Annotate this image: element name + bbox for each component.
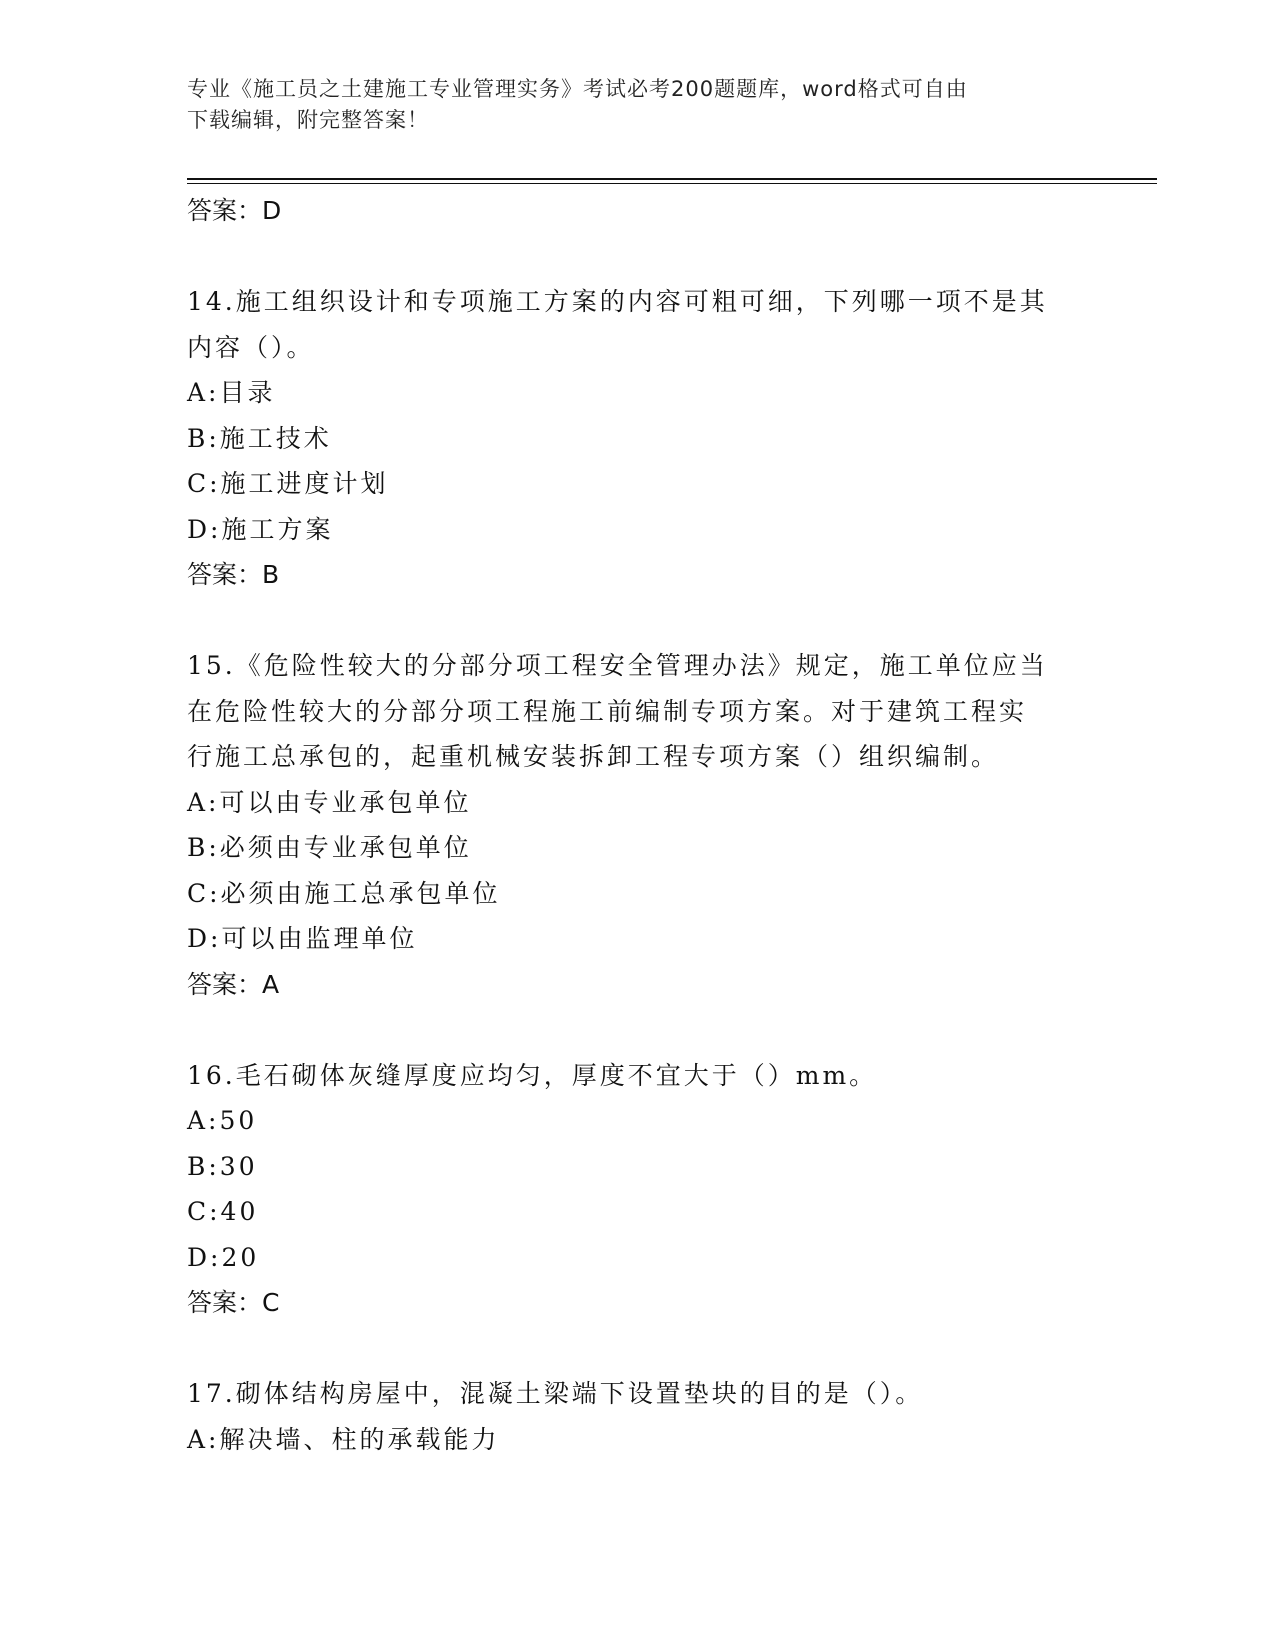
answer-line: 答案：B [187, 560, 280, 589]
spacer [187, 1007, 1087, 1053]
option-c: C:必须由施工总承包单位 [187, 878, 501, 908]
option-b: B:必须由专业承包单位 [187, 833, 472, 862]
option-d: D:施工方案 [187, 514, 334, 544]
option-d: D:20 [187, 1242, 260, 1272]
option-d: D:可以由监理单位 [187, 924, 418, 953]
option-c: C:施工进度计划 [187, 469, 389, 498]
header-divider-thick [187, 178, 1157, 180]
header-line-1: 专业《施工员之土建施工专业管理实务》考试必考200题题库，word格式可自由 [187, 77, 968, 101]
answer-line: 答案：C [187, 1288, 280, 1317]
question-text: 16.毛石砌体灰缝厚度应均匀，厚度不宜大于（）mm。 [187, 1060, 878, 1090]
question-text: 15.《危险性较大的分部分项工程安全管理办法》规定，施工单位应当 [187, 651, 1048, 680]
question-17 [187, 1371, 1087, 1462]
option-a: A:解决墙、柱的承载能力 [187, 1424, 500, 1454]
spacer [187, 1325, 1087, 1371]
header-divider-thin [187, 183, 1157, 184]
question-text: 内容（）。 [187, 332, 315, 362]
option-b: B:施工技术 [187, 423, 332, 453]
question-text: 行施工总承包的，起重机械安装拆卸工程专项方案（）组织编制。 [187, 742, 1000, 771]
option-c: C:40 [187, 1197, 259, 1226]
question-14 [187, 279, 1087, 597]
question-text: 14.施工组织设计和专项施工方案的内容可粗可细，下列哪一项不是其 [187, 287, 1048, 316]
question-16 [187, 1053, 1087, 1326]
spacer [187, 233, 1087, 279]
question-list [187, 188, 1087, 1462]
option-b: B:30 [187, 1151, 258, 1181]
header-line-2: 下载编辑，附完整答案！ [187, 108, 429, 132]
document-header [187, 74, 1067, 136]
answer-line: 答案：D [187, 196, 282, 225]
question-15 [187, 643, 1087, 1007]
option-a: A:目录 [187, 378, 276, 407]
question-text: 17.砌体结构房屋中，混凝土梁端下设置垫块的目的是（）。 [187, 1379, 924, 1408]
option-a: A:可以由专业承包单位 [187, 787, 472, 817]
spacer [187, 597, 1087, 643]
option-a: A:50 [187, 1106, 258, 1135]
answer-line: 答案：A [187, 969, 280, 999]
question-text: 在危险性较大的分部分项工程施工前编制专项方案。对于建筑工程实 [187, 696, 1028, 726]
